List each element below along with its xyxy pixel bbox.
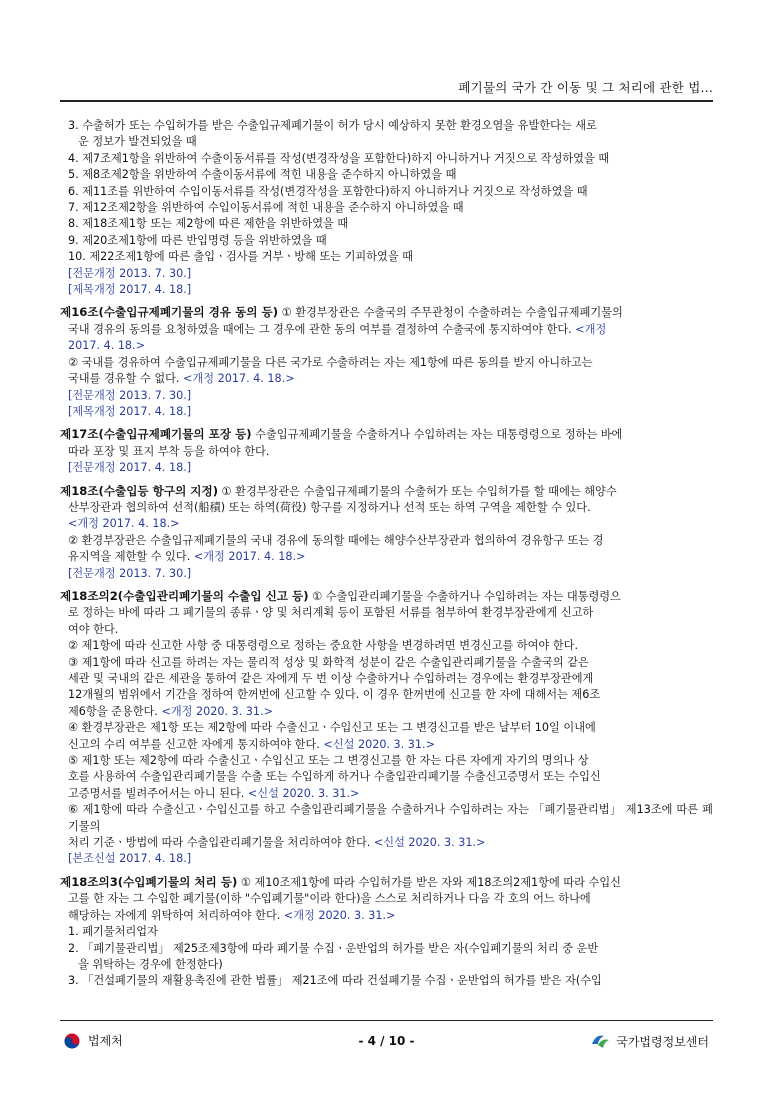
- amendment-tag: <개정 2017. 4. 18.>: [68, 517, 180, 531]
- header-divider: [60, 100, 713, 102]
- amendment-tag: <신설 2020. 3. 31.>: [370, 836, 486, 850]
- document-title: 폐기물의 국가 간 이동 및 그 처리에 관한 법...: [458, 80, 713, 95]
- list-item: 10. 제22조제1항에 따른 출입ㆍ검사를 거부ㆍ방해 또는 기피하였을 때: [68, 250, 414, 264]
- amendment-tag: <개정: [571, 322, 607, 336]
- footer-right: [590, 1032, 709, 1050]
- amendment-tag: <개정 2020. 3. 31.>: [280, 908, 396, 922]
- document-header: [60, 78, 713, 96]
- article-15-continued: [60, 118, 713, 298]
- article-title: 제18조의3(수입폐기물의 처리 등): [60, 874, 238, 889]
- paragraph: ② 국내를 경유하여 수출입규제폐기물을 다른 국가로 수출하려는 자는 제1항에 따른 동의를 받지 아니하고는 국내를 경유할 수 없다. <개정 2017. 4. 18.>: [68, 355, 593, 386]
- amendment-tag: <신설 2020. 3. 31.>: [319, 737, 435, 751]
- list-item: 8. 제18조제1항 또는 제2항에 따른 제한을 위반하였을 때: [68, 217, 349, 231]
- list-item: 4. 제7조제1항을 위반하여 수출이동서류를 작성(변경작성을 포함한다)하지 아니하거나 거짓으로 작성하였을 때: [68, 151, 610, 165]
- article-18-2: 제18조의2(수출입관리폐기물의 수출입 신고 등) ① 수출입관리폐기물을 수출하거나 수입하려는 자는 대통령령으 로 정하는 바에 따라 그 폐기물의 종류ㆍ양 및 처리계획 등이 포함된 서류를 첨부하여 환경부장관에게 신고하 여야 한다. ② 제1항에 따라 신고한 사항 중 대통령령으로 정하는 중요한 사항을 변경하려면 변경신고를 하여야 한다. ③ 제1항에 따라 신고를 하려는 자는 물리적 성상 및 화학적 성분이 같은 수출입관리폐기물을 수출국의 같은 세관 및 국내의 같은 세관을 통하여 같은 자에게 두 번 이상 수출하거나 수입하려는 경우에는 환경부장관에게 12개월의 범위에서 기간을 정하여 한꺼번에 신고할 수 있다. 이 경우 한꺼번에 신고를 한 자에 대해서는 제6조 제6항을 준용한다. <개정 2020. 3. 31.> ④ 환경부장관은 제1항 또는 제2항에 따라 수출신고ㆍ수입신고 또는 그 변경신고를 받은 날부터 10일 이내에 신고의 수리 여부를 신고한 자에게 통지하여야 한다. <신설 2020. 3. 31.> ⑤ 제1항 또는 제2항에 따라 수출신고ㆍ수입신고 또는 그 변경신고를 한 자는 다른 자에게 자기의 명의나 상 호를 사용하여 수출입관리폐기물을 수출 또는 수입하게 하거나 수출입관리폐기물 수출신고증명서 또는 수입신 고증명서를 빌려주어서는 아니 된다. <신설 2020. 3. 31.> ⑥ 제1항에 따라 수출신고ㆍ수입신고를 하고 수출입관리폐기물을 수출하거나 수입하려는 자는 「폐기물관리법」 제13조에 따른 폐기물의 처리 기준ㆍ방법에 따라 수출입관리폐기물을 처리하여야 한다. <신설 2020. 3. 31.> [본조신설 2017. 4. 18.]: [60, 588, 713, 868]
- list-item: 6. 제11조를 위반하여 수입이동서류를 작성(변경작성을 포함한다)하지 아니하거나 거짓으로 작성하였을 때: [68, 184, 588, 198]
- amendment-tag: 2017. 4. 18.>: [68, 339, 145, 353]
- article-18: 제18조(수출입등 항구의 지정) ① 환경부장관은 수출입규제폐기물의 수출허가 또는 수입허가를 할 때에는 해양수 산부장관과 협의하여 선적(船積) 또는 하역(荷役) 항구를 지정하거나 선적 또는 하역 구역을 제한할 수 있다. <개정 2017. 4. 18.> ② 환경부장관은 수출입규제폐기물의 국내 경유에 동의할 때에는 해양수산부장관과 협의하여 경유항구 또는 경 유지역을 제한할 수 있다. <개정 2017. 4. 18.> [전문개정 2013. 7. 30.]: [60, 483, 713, 582]
- list-item: 1. 폐기물처리업자: [68, 925, 158, 939]
- document-body: [60, 118, 713, 990]
- amendment-note: [본조신설 2017. 4. 18.]: [68, 852, 192, 866]
- list-item: 7. 제12조제2항을 위반하여 수입이동서류에 적힌 내용을 준수하지 아니하였을 때: [68, 201, 464, 215]
- paragraph: ⑥ 제1항에 따라 수출신고ㆍ수입신고를 하고 수출입관리폐기물을 수출하거나 수입하려는 자는 「폐기물관리법」 제13조에 따른 폐기물의 처리 기준ㆍ방법에 따라 수출입관리폐기물을 처리하여야 한다. <신설 2020. 3. 31.>: [68, 803, 713, 850]
- amendment-note: [전문개정 2013. 7. 30.]: [68, 266, 192, 280]
- article-title: 제18조의2(수출입관리폐기물의 수출입 신고 등): [60, 588, 309, 603]
- list-item: 2. 「폐기물관리법」 제25조제3항에 따라 폐기물 수집ㆍ운반업의 허가를 받은 자(수입폐기물의 처리 중 운반 을 위탁하는 경우에 한정한다): [68, 941, 599, 971]
- amendment-tag: <개정 2017. 4. 18.>: [190, 550, 306, 564]
- list-item: 3. 수출허가 또는 수입허가를 받은 수출입규제폐기물이 허가 당시 예상하지 못한 환경오염을 유발한다는 새로 운 정보가 발견되었을 때: [68, 119, 597, 149]
- list-item: 5. 제8조제2항을 위반하여 수출이동서류에 적힌 내용을 준수하지 아니하였을 때: [68, 168, 457, 182]
- article-title: 제16조(수출입규제폐기물의 경유 동의 등): [60, 305, 279, 320]
- amendment-note: [제목개정 2017. 4. 18.]: [68, 404, 192, 418]
- paragraph: ⑤ 제1항 또는 제2항에 따라 수출신고ㆍ수입신고 또는 그 변경신고를 한 자는 다른 자에게 자기의 명의나 상 호를 사용하여 수출입관리폐기물을 수출 또는 수입하게 하거나 수출입관리폐기물 수출신고증명서 또는 수입신 고증명서를 빌려주어서는 아니 된다. <신설 2020. 3. 31.>: [68, 754, 601, 800]
- paragraph: ② 환경부장관은 수출입규제폐기물의 국내 경유에 동의할 때에는 해양수산부장관과 협의하여 경유항구 또는 경 유지역을 제한할 수 있다. <개정 2017. 4. 18.>: [68, 533, 604, 564]
- paragraph: ③ 제1항에 따라 신고를 하려는 자는 물리적 성상 및 화학적 성분이 같은 수출입관리폐기물을 수출국의 같은 세관 및 국내의 같은 세관을 통하여 같은 자에게 두 번 이상 수출하거나 수입하려는 경우에는 환경부장관에게 12개월의 범위에서 기간을 정하여 한꺼번에 신고할 수 있다. 이 경우 한꺼번에 신고를 한 자에 대해서는 제6조 제6항을 준용한다. <개정 2020. 3. 31.>: [68, 655, 601, 718]
- footer-center-name: 국가법령정보센터: [616, 1034, 709, 1049]
- amendment-tag: <신설 2020. 3. 31.>: [244, 786, 360, 800]
- amendment-tag: <개정 2020. 3. 31.>: [157, 704, 273, 718]
- footer-divider: [60, 1020, 713, 1021]
- article-17: 제17조(수출입규제폐기물의 포장 등) 수출입규제폐기물을 수출하거나 수입하려는 자는 대통령령으로 정하는 바에 따라 포장 및 표지 부착 등을 하여야 한다. [전문개정 2017. 4. 18.]: [60, 426, 713, 476]
- law-center-logo-icon: [590, 1032, 610, 1050]
- footer-agency: 법제처: [88, 1034, 123, 1048]
- page-number: - 4 / 10 -: [358, 1034, 415, 1048]
- article-16: 제16조(수출입규제폐기물의 경유 동의 등) ① 환경부장관은 수출국의 주무관청이 수출하려는 수출입규제폐기물의 국내 경유의 동의를 요청하였을 때에는 그 경우에 관한 동의 여부를 결정하여 수출국에 통지하여야 한다. <개정 2017. 4. 18.> ② 국내를 경유하여 수출입규제폐기물을 다른 국가로 수출하려는 자는 제1항에 따른 동의를 받지 아니하고는 국내를 경유할 수 없다. <개정 2017. 4. 18.> [전문개정 2013. 7. 30.] [제목개정 2017. 4. 18.]: [60, 304, 713, 420]
- amendment-note: [전문개정 2013. 7. 30.]: [68, 388, 192, 402]
- article-title: 제17조(수출입규제폐기물의 포장 등): [60, 427, 252, 442]
- list-item: 3. 「건설폐기물의 재활용촉진에 관한 법률」 제21조에 따라 건설폐기물 수집ㆍ운반업의 허가를 받은 자(수입: [68, 974, 602, 988]
- amendment-note: [제목개정 2017. 4. 18.]: [68, 283, 192, 297]
- amendment-note: [전문개정 2013. 7. 30.]: [68, 566, 192, 580]
- amendment-tag: <개정 2017. 4. 18.>: [179, 372, 295, 386]
- list-item: 9. 제20조제1항에 따른 반입명령 등을 위반하였을 때: [68, 233, 327, 247]
- article-title: 제18조(수출입등 항구의 지정): [60, 483, 218, 498]
- amendment-note: [전문개정 2017. 4. 18.]: [68, 461, 192, 475]
- document-footer: [60, 1030, 713, 1054]
- article-18-3: 제18조의3(수입폐기물의 처리 등) ① 제10조제1항에 따라 수입허가를 받은 자와 제18조의2제1항에 따라 수입신 고를 한 자는 그 수입한 폐기물(이하 "수입폐기물"이라 한다)을 스스로 처리하거나 다음 각 호의 어느 하나에 해당하는 자에게 위탁하여 처리하여야 한다. <개정 2020. 3. 31.> 1. 폐기물처리업자 2. 「폐기물관리법」 제25조제3항에 따라 폐기물 수집ㆍ운반업의 허가를 받은 자(수입폐기물의 처리 중 운반 을 위탁하는 경우에 한정한다) 3. 「건설폐기물의 재활용촉진에 관한 법률」 제21조에 따라 건설폐기물 수집ㆍ운반업의 허가를 받은 자(수입: [60, 874, 713, 990]
- paragraph: ④ 환경부장관은 제1항 또는 제2항에 따라 수출신고ㆍ수입신고 또는 그 변경신고를 받은 날부터 10일 이내에 신고의 수리 여부를 신고한 자에게 통지하여야 한다. <신설 2020. 3. 31.>: [68, 721, 596, 751]
- paragraph: ② 제1항에 따라 신고한 사항 중 대통령령으로 정하는 중요한 사항을 변경하려면 변경신고를 하여야 한다.: [68, 639, 579, 653]
